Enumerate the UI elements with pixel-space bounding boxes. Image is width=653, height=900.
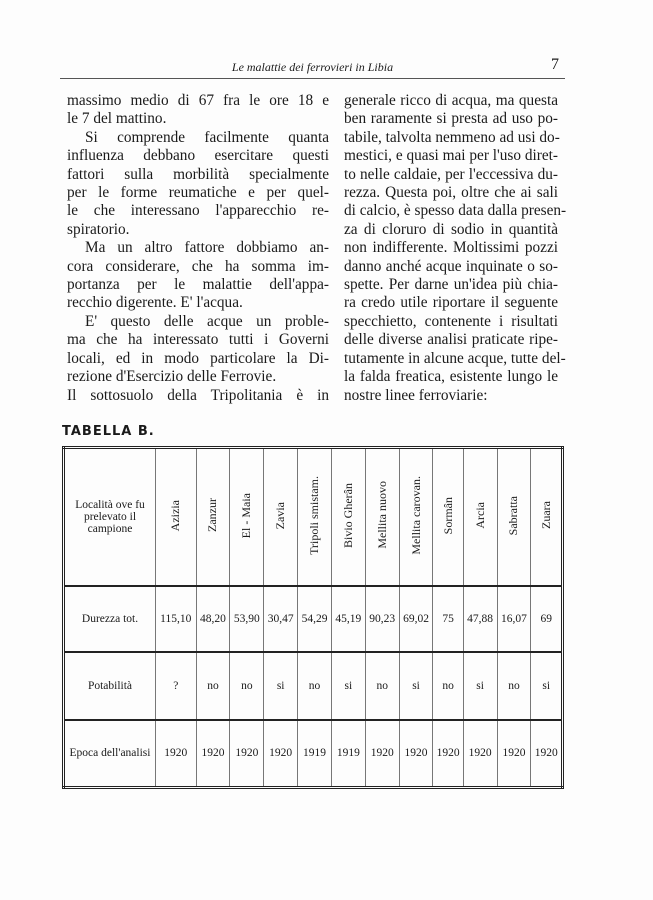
potabilita-cell-text: no	[207, 679, 219, 692]
text-line: Il sottosuolo della Tripolitania è in	[67, 386, 329, 404]
row-header: Località ove fu prelevato il campione	[75, 498, 145, 535]
text-line: tutamente in alcune acque, tutte del-	[344, 349, 566, 367]
durezza-cell-text: 47,88	[467, 612, 494, 625]
epoca-cell	[463, 720, 497, 788]
running-header	[60, 58, 565, 79]
epoca-cell	[264, 720, 298, 788]
location-cell	[196, 448, 230, 586]
text-line: di calcio, è spesso data dalla presen-	[344, 202, 567, 220]
text-line: mestici, e quasi mai per l'uso diret-	[344, 147, 558, 165]
epoca-cell-text: 1920	[269, 747, 293, 760]
epoca-cell	[331, 720, 365, 788]
text-line: portanza per le malattie dell'appa-	[67, 276, 329, 294]
text-line: spiratorio.	[67, 220, 130, 238]
potabilita-cell-text: si	[276, 679, 285, 692]
location-cell	[230, 448, 264, 586]
potabilita-cell	[196, 652, 230, 720]
durezza-cell	[365, 586, 399, 652]
potabilita-cell-text: ?	[173, 679, 179, 692]
potabilita-cell-text: si	[344, 679, 353, 692]
text-line: za di cloruro di sodio in quantità	[344, 220, 558, 238]
potabilita-cell-text: no	[308, 679, 321, 692]
text-line: recchio digerente. E' l'acqua.	[67, 294, 243, 312]
durezza-cell	[433, 586, 463, 652]
left-column	[67, 92, 329, 405]
location-cell-text: Zuara	[538, 501, 553, 530]
text-line: spette. Per darne un'idea più chia-	[344, 276, 558, 294]
location-cell	[331, 448, 365, 586]
row-header: Durezza tot.	[81, 612, 139, 625]
potabilita-cell-text: si	[542, 679, 551, 692]
text-line: ma che ha interessato tutti i Governi	[67, 331, 329, 349]
text-line: massimo medio di 67 fra le ore 18 e	[67, 92, 329, 109]
potabilita-cell-text: si	[412, 679, 420, 692]
location-cell-text: Sabratta	[506, 495, 521, 535]
table-label: TABELLA B.	[62, 424, 155, 439]
durezza-cell-text: 69	[540, 612, 552, 625]
text-line: locali, ed in modo particolare la Di-	[67, 349, 329, 367]
location-cell-text: Arcia	[472, 501, 487, 529]
location-cell	[463, 448, 497, 586]
location-cell-text: Azizia	[168, 499, 183, 531]
durezza-cell	[331, 586, 365, 652]
epoca-cell-text: 1919	[336, 747, 360, 760]
water-analysis-table	[62, 446, 564, 789]
potabilita-cell	[230, 652, 264, 720]
location-cell	[264, 448, 298, 586]
location-cell	[365, 448, 399, 586]
potabilita-cell	[298, 652, 332, 720]
potabilita-cell-text: si	[476, 679, 484, 692]
durezza-cell-text: 69,02	[403, 612, 429, 625]
epoca-cell	[156, 720, 197, 788]
location-cell-text: Mellita nuovo	[374, 481, 389, 550]
durezza-cell	[531, 586, 563, 652]
potabilita-cell	[433, 652, 463, 720]
potabilita-cell	[497, 652, 531, 720]
potabilita-cell	[264, 652, 298, 720]
text-line: rezza. Questa poi, oltre che ai sali	[344, 184, 558, 202]
row-header: Epoca dell'analisi	[69, 747, 151, 760]
location-cell	[497, 448, 531, 586]
potabilita-cell-text: no	[508, 679, 520, 692]
row-header: Potabilità	[87, 679, 133, 692]
durezza-cell	[230, 586, 264, 652]
epoca-cell-text: 1920	[404, 747, 428, 760]
durezza-cell-text: 16,07	[501, 612, 527, 625]
epoca-cell	[497, 720, 531, 788]
potabilita-cell	[531, 652, 563, 720]
text-line: non indifferente. Moltissimi pozzi	[344, 239, 558, 257]
durezza-cell-text: 115,10	[160, 612, 192, 625]
location-cell-text: El - Maia	[239, 492, 254, 538]
durezza-cell-text: 48,20	[200, 612, 226, 625]
potabilita-cell-text: no	[376, 679, 388, 692]
durezza-cell-text: 45,19	[335, 612, 362, 625]
text-line: E' questo delle acque un proble-	[85, 312, 329, 330]
text-line: generale ricco di acqua, ma questa	[344, 92, 558, 109]
text-line: specchietto, contenente i risultati	[344, 312, 558, 330]
epoca-cell-text: 1920	[534, 747, 558, 760]
potabilita-cell	[365, 652, 399, 720]
text-line: per le forme reumatiche e per quel-	[67, 184, 329, 202]
durezza-cell	[497, 586, 531, 652]
epoca-cell	[196, 720, 230, 788]
text-line: la falda freatica, esistente lungo le	[344, 368, 558, 386]
location-cell	[298, 448, 332, 586]
location-cell-text: Zanzur	[205, 498, 220, 533]
text-line: tabile, talvolta nemmeno ad usi do-	[344, 128, 560, 146]
location-cell	[531, 448, 563, 586]
durezza-cell	[196, 586, 230, 652]
epoca-cell	[531, 720, 563, 788]
durezza-cell-text: 75	[442, 612, 454, 625]
text-line: fattori sulla morbilità specialmente	[67, 165, 329, 183]
text-line: Si comprende facilmente quanta	[85, 128, 329, 146]
running-title: Le malattie dei ferrovieri in Libia	[231, 60, 394, 74]
durezza-cell	[156, 586, 197, 652]
epoca-cell	[230, 720, 264, 788]
epoca-cell-text: 1920	[468, 747, 492, 760]
potabilita-cell	[463, 652, 497, 720]
location-cell	[156, 448, 197, 586]
epoca-cell-text: 1920	[201, 747, 225, 760]
epoca-cell-text: 1920	[370, 747, 394, 760]
epoca-cell	[433, 720, 463, 788]
durezza-cell	[463, 586, 497, 652]
text-line: ben raramente si presta ad uso po-	[344, 110, 558, 128]
potabilita-cell-text: no	[442, 679, 454, 692]
durezza-cell	[298, 586, 332, 652]
durezza-cell	[399, 586, 433, 652]
location-cell-text: Mellita carovan.	[408, 475, 423, 555]
text-line: delle diverse analisi praticate ripe-	[344, 331, 558, 349]
text-line: to nelle caldaie, per l'eccessiva du-	[344, 165, 558, 183]
location-cell	[433, 448, 463, 586]
potabilita-cell	[156, 652, 197, 720]
text-line: le 7 del mattino.	[67, 110, 167, 128]
durezza-cell-text: 90,23	[369, 612, 396, 625]
epoca-cell-text: 1920	[436, 747, 460, 760]
potabilita-cell	[399, 652, 433, 720]
location-cell	[399, 448, 433, 586]
location-cell-text: Bivio Gherân	[340, 482, 355, 548]
epoca-cell-text: 1920	[235, 747, 259, 760]
location-cell-text: Tripoli smistam.	[307, 475, 322, 555]
epoca-cell	[399, 720, 433, 788]
potabilita-cell-text: no	[241, 679, 253, 692]
epoca-cell-text: 1920	[164, 747, 188, 760]
text-line: nostre linee ferroviarie:	[344, 386, 488, 404]
durezza-cell-text: 53,90	[233, 612, 260, 625]
location-cell-text: Zavia	[273, 501, 288, 529]
epoca-cell	[365, 720, 399, 788]
durezza-cell	[264, 586, 298, 652]
durezza-cell-text: 30,47	[267, 612, 294, 625]
epoca-cell	[298, 720, 332, 788]
epoca-cell-text: 1919	[303, 747, 327, 760]
text-line: danno anché acque inquinate o so-	[344, 257, 558, 275]
text-line: Ma un altro fattore dobbiamo an-	[85, 239, 329, 257]
page-number: 7	[551, 56, 559, 73]
durezza-cell-text: 54,29	[301, 612, 328, 625]
epoca-cell-text: 1920	[502, 747, 526, 760]
potabilita-cell	[331, 652, 365, 720]
text-line: ra credo utile riportare il seguente	[344, 294, 558, 312]
right-column	[344, 92, 567, 405]
text-line: rezione d'Esercizio delle Ferrovie.	[67, 368, 277, 386]
text-line: le che interessano l'apparecchio re-	[67, 202, 329, 220]
text-line: cora considerare, che ha somma im-	[67, 257, 329, 275]
text-line: influenza debbano esercitare questi	[67, 147, 329, 165]
location-cell-text: Sormân	[440, 496, 455, 534]
